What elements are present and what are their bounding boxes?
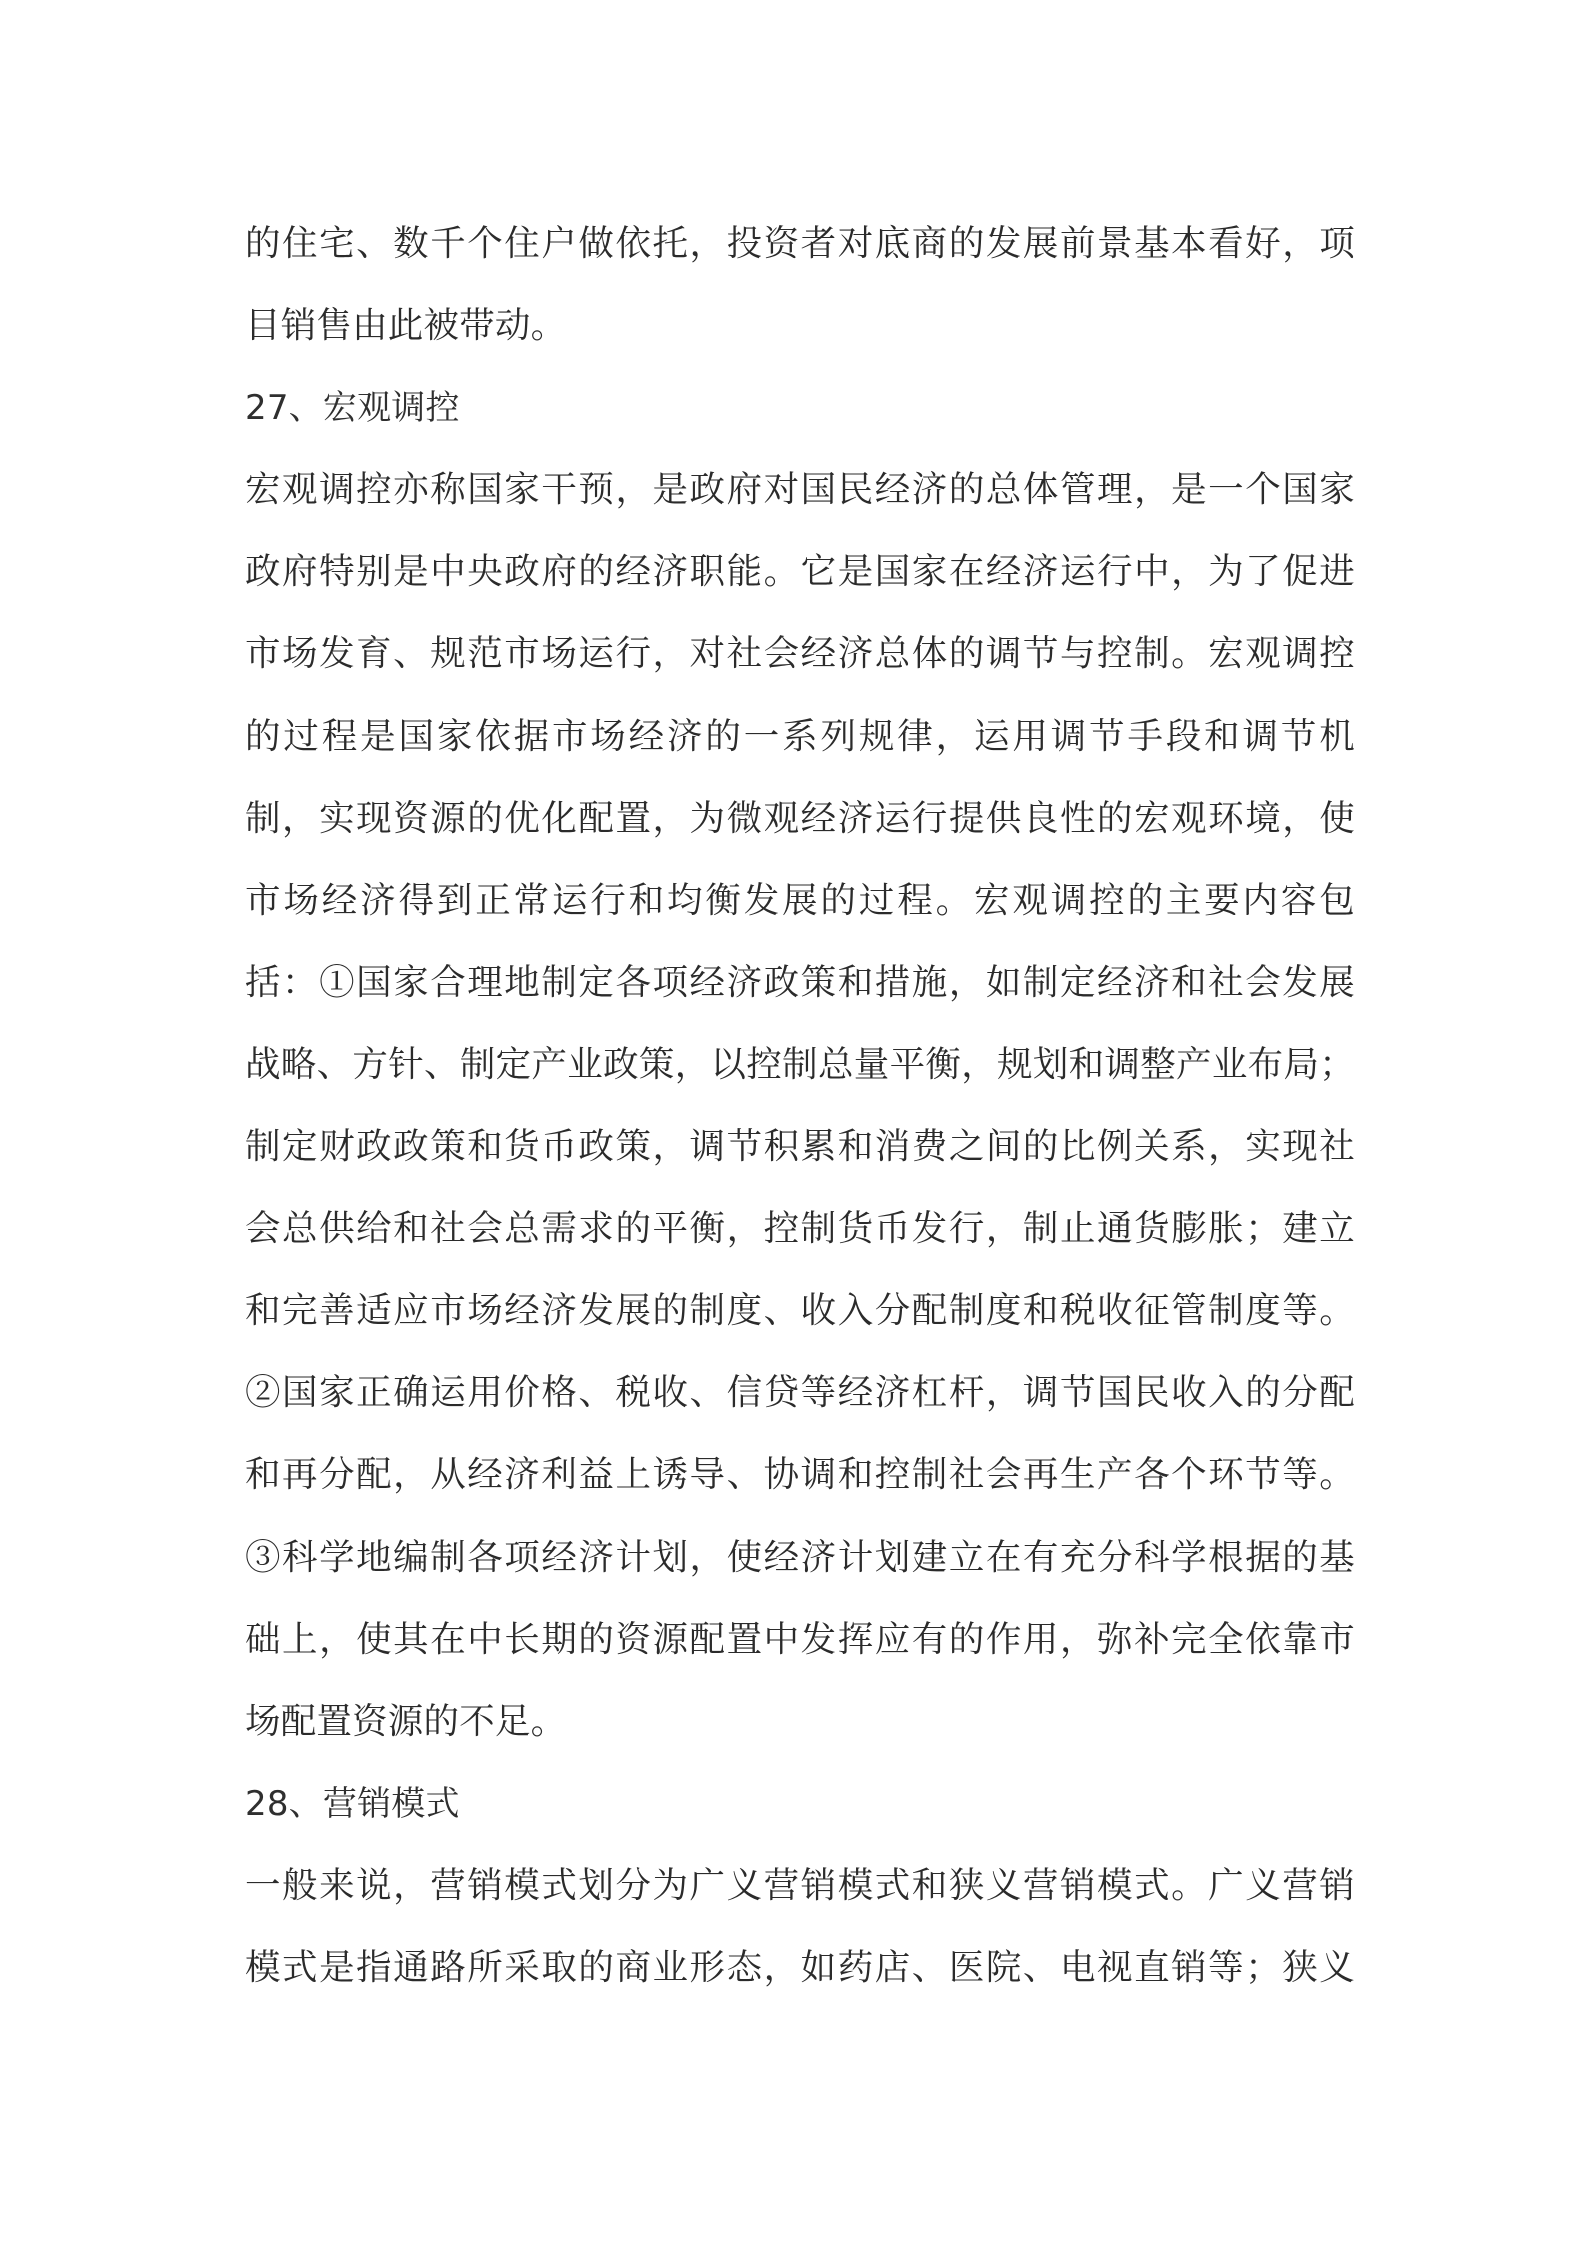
text-line: 市场发育、规范市场运行，对社会经济总体的调节与控制。宏观调控	[245, 633, 1355, 675]
text-line: 制定财政政策和货币政策，调节积累和消费之间的比例关系，实现社	[245, 1126, 1355, 1168]
text-line: 政府特别是中央政府的经济职能。它是国家在经济运行中，为了促进	[245, 551, 1355, 593]
text-line: 会总供给和社会总需求的平衡，控制货币发行，制止通货膨胀；建立	[245, 1208, 1355, 1250]
text-line: 宏观调控亦称国家干预，是政府对国民经济的总体管理，是一个国家	[245, 469, 1355, 511]
text-line: 目销售由此被带动。	[245, 305, 567, 347]
document-body	[245, 203, 1355, 2009]
text-line: ②国家正确运用价格、税收、信贷等经济杠杆，调节国民收入的分配	[245, 1372, 1355, 1414]
text-line: 市场经济得到正常运行和均衡发展的过程。宏观调控的主要内容包	[245, 879, 1355, 921]
section-heading-28: 28、营销模式	[245, 1783, 460, 1824]
text-line: 和再分配，从经济利益上诱导、协调和控制社会再生产各个环节等。	[245, 1454, 1355, 1496]
section-heading-27: 27、宏观调控	[245, 388, 460, 429]
text-line: 的住宅、数千个住户做依托，投资者对底商的发展前景基本看好，项	[245, 223, 1355, 264]
text-line: 括：①国家合理地制定各项经济政策和措施，如制定经济和社会发展	[245, 961, 1355, 1003]
text-line: ③科学地编制各项经济计划，使经济计划建立在有充分科学根据的基	[245, 1536, 1355, 1578]
text-line: 战略、方针、制定产业政策，以控制总量平衡，规划和调整产业布局；	[245, 1043, 1355, 1085]
text-line: 一般来说，营销模式划分为广义营销模式和狭义营销模式。广义营销	[245, 1864, 1355, 1906]
text-line: 场配置资源的不足。	[245, 1700, 567, 1742]
text-line: 的过程是国家依据市场经济的一系列规律，运用调节手段和调节机	[245, 715, 1355, 757]
text-line: 础上，使其在中长期的资源配置中发挥应有的作用，弥补完全依靠市	[245, 1618, 1355, 1660]
text-line: 模式是指通路所采取的商业形态，如药店、医院、电视直销等；狭义	[245, 1946, 1355, 1988]
text-line: 和完善适应市场经济发展的制度、收入分配制度和税收征管制度等。	[245, 1290, 1355, 1332]
text-line: 制，实现资源的优化配置，为微观经济运行提供良性的宏观环境，使	[245, 797, 1355, 839]
